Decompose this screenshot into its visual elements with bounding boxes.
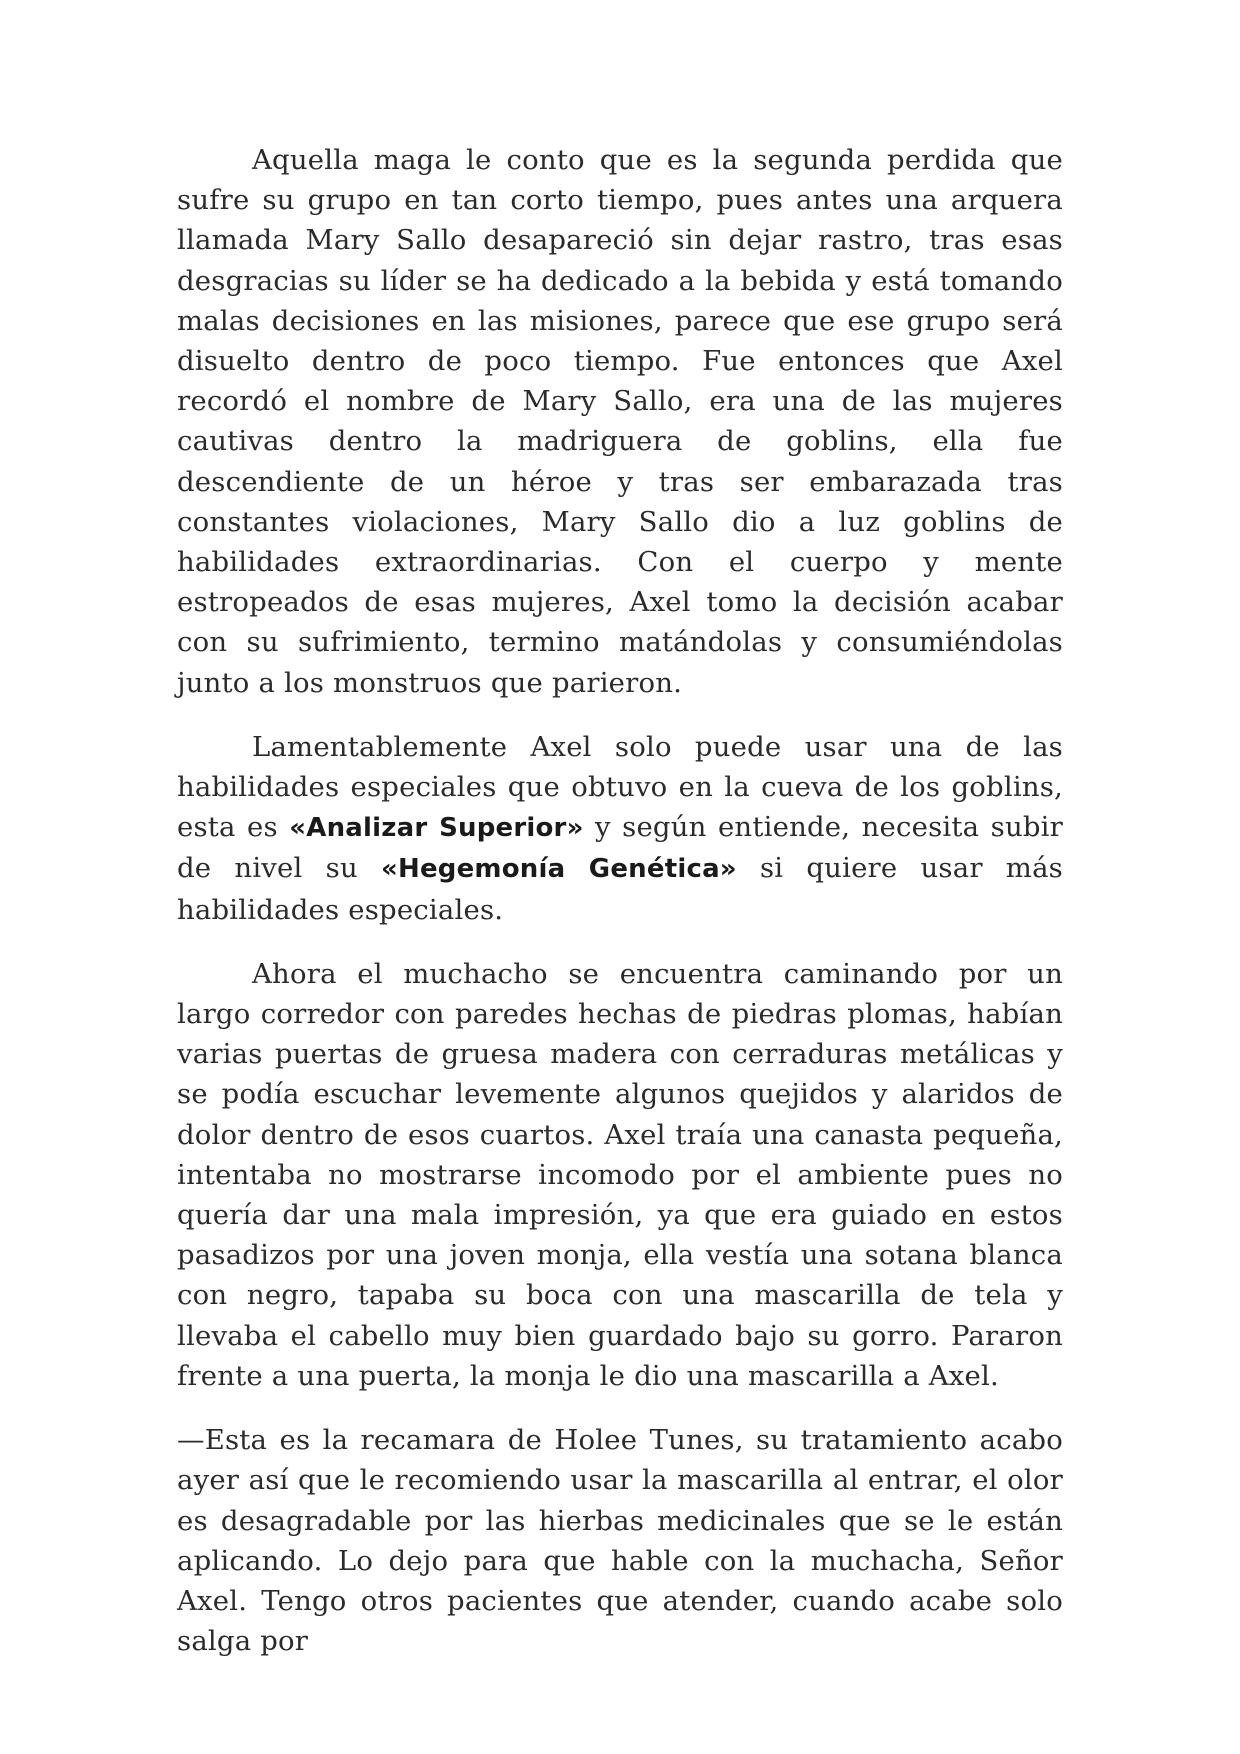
document-page xyxy=(177,140,1063,1661)
paragraph-3: Ahora el muchacho se encuentra caminando por un largo corredor con paredes hechas de piedras plomas, habían varias puertas de gruesa madera con cerraduras metálicas y se podía escuchar levemente algunos quejidos y alaridos de dolor dentro de esos cuartos. Axel traía una canasta pequeña, intentaba no mostrarse incomodo por el ambiente pues no quería dar una mala impresión, ya que era guiado en estos pasadizos por una joven monja, ella vestía una sotana blanca con negro, tapaba su boca con una mascarilla de tela y llevaba el cabello muy bien guardado bajo su gorro. Pararon frente a una puerta, la monja le dio una mascarilla a Axel. xyxy=(177,957,1063,1392)
skill-hegemonia-genetica: «Hegemonía Genética» xyxy=(381,854,737,885)
paragraph-2-text-b: y según entiende, necesita subir de nivel su xyxy=(177,811,1063,885)
paragraph-4-dialogue: —Esta es la recamara de Holee Tunes, su tratamiento acabo ayer así que le recomiendo usar la mascarilla al entrar, el olor es desagradable por las hierbas medicinales que se le están aplicando. Lo dejo para que hable con la muchacha, Señor Axel. Tengo otros pacientes que atender, cuando acabe solo salga por xyxy=(177,1424,1063,1658)
paragraph-2 xyxy=(177,727,1063,930)
paragraph-2-text-a: Lamentablemente Axel solo puede usar una de las habilidades especiales que obtuvo en la cueva de los goblins, esta es xyxy=(177,730,1063,844)
skill-analizar-superior: «Analizar Superior» xyxy=(289,813,584,844)
paragraph-1: Aquella maga le conto que es la segunda perdida que sufre su grupo en tan corto tiempo, pues antes una arquera llamada Mary Sallo desapareció sin dejar rastro, tras esas desgracias su líder se ha dedicado a la bebida y está tomando malas decisiones en las misiones, parece que ese grupo será disuelto dentro de poco tiempo. Fue entonces que Axel recordó el nombre de Mary Sallo, era una de las mujeres cautivas dentro la madriguera de goblins, ella fue descendiente de un héroe y tras ser embarazada tras constantes violaciones, Mary Sallo dio a luz goblins de habilidades extraordinarias. Con el cuerpo y mente estropeados de esas mujeres, Axel tomo la decisión acabar con su sufrimiento, termino matándolas y consumiéndolas junto a los monstruos que parieron. xyxy=(177,144,1063,699)
paragraph-2-text-c: si quiere usar más habilidades especiales. xyxy=(177,852,1063,926)
